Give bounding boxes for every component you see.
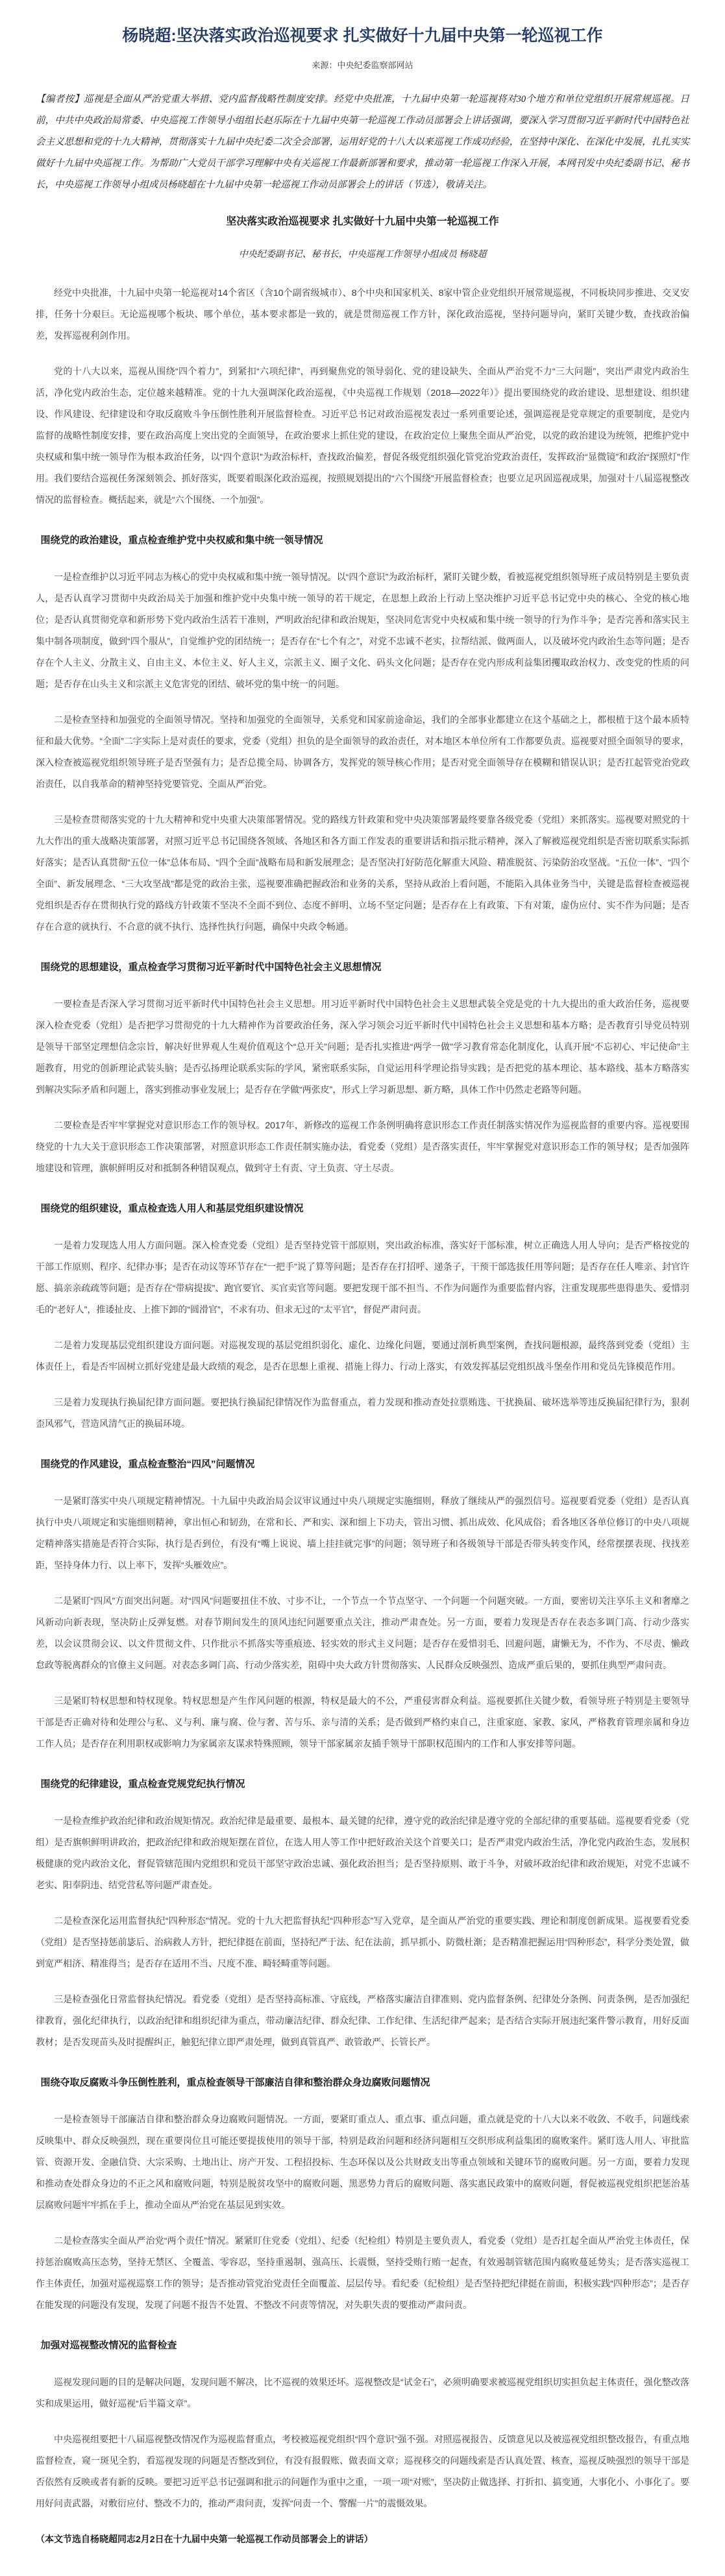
paragraph: 一要检查是否深入学习贯彻习近平新时代中国特色社会主义思想。用习近平新时代中国特色社会主义思想武装全党是党的十九大提出的重大政治任务，巡视要深入检查党委（党组）是否把学习贯彻党的十九大精神作为首要政治任务，深入学习领会习近平新时代中国特色社会主义思想和基本方略；是否教育引导党员特别是领导干部坚定理想信念宗旨，解决好世界观人生观价值观这个“总开关”问题；是否扎实推进“两学一做”学习教育常态化制度化，认真开展“不忘初心、牢记使命”主题教育，用党的创新理论武装头脑；是否弘扬理论联系实际的学风，紧密联系实际，自觉运用科学理论指导实践；是否把党的基本理论、基本路线、基本方略落实到解决实际矛盾和问题上，落实到推动事业发展上；是否存在学做“两张皮”，形式上学习新思想、新方略，具体工作中仍然走老路等问题。	[36, 999, 689, 1095]
paragraph: 中央巡视组要把十八届巡视整改情况作为巡视监督重点，考校被巡视党组织“四个意识”强不强。对照巡视报告、反馈意见以及被巡视党组织整改报告，有重点地监督检查，窥一斑见全豹，看巡视发现的问题是否整改到位，有没有报假账、做表面文章；巡视移交的问题线索是否认真处置、核查，巡视反映强烈的领导干部是否依然有反映或者有新的反映。要把习近平总书记强调和批示的问题作为重中之重，一项一项“对账”，坚决防止做选择、打折扣、搞变通，大事化小、小事化了。要用好问责武器，对敷衍应付、整改不力的，推动严肃问责，发挥“问责一个、警醒一片”的震慑效果。	[36, 2434, 689, 2509]
paragraph: 二是检查落实全面从严治党“两个责任”情况。紧紧盯住党委（党组）、纪委（纪检组）特别是主要负责人，看党委（党组）是否扛起全面从严治党主体责任，保持惩治腐败高压态势，坚持无禁区、全覆盖、零容忍，坚持重遏制、强高压、长震慑，坚持受贿行贿一起查，有效遏制管辖范围内腐败蔓延势头；是否落实巡视工作主体责任，加强对巡视巡察工作的领导；是否推动管党治党责任全面覆盖、层层传导。看纪委（纪检组）是否坚持把纪律挺在前面，积极实践“四种形态”；是否存在能发现的问题没有发现，发现了问题不报告不处置、不整改不问责等情况，对失职失责的要推动严肃问责。	[36, 2235, 689, 2310]
paragraph: 三是检查贯彻落实党的十九大精神和党中央重大决策部署情况。党的路线方针政策和党中央决策部署最终要靠各级党委（党组）来抓落实。巡视要对照党的十九大作出的重大战略决策部署，对照习近平总书记围绕各领域、各地区和各方面工作发表的重要讲话和指示批示精神，深入了解被巡视党组织是否密切联系实际抓好落实；是否认真贯彻“五位一体”总体布局、“四个全面”战略布局和新发展理念；是否坚决打好防范化解重大风险、精准脱贫、污染防治攻坚战。“五位一体”、“四个全面”、新发展理念、“三大攻坚战”都是党的政治主张，巡视要准确把握政治和业务的关系，坚持从政治上看问题，不能陷入具体业务当中，关键是监督检查被巡视党组织是否存在贯彻执行党的路线方针政策不坚决不全面不到位、态度不鲜明、立场不坚定问题；是否存在上有政策、下有对策，虚伪应付、实不作为问题；是否存在合意的就执行、不合意的就不执行、选择性执行问题，确保中央政令畅通。	[36, 814, 689, 932]
paragraph: 二是检查坚持和加强党的全面领导情况。坚持和加强党的全面领导，关系党和国家前途命运，我们的全部事业都建立在这个基础之上，都根植于这个最本质特征和最大优势。“全面”二字实际上是对责任的要求，党委（党组）担负的是全面领导的政治责任，对本地区本单位所有工作都要负责。巡视要对照全面领导的要求，深入检查被巡视党组织领导班子是否坚强有力；是否总揽全局、协调各方，发挥党的领导核心作用；是否对党全面领导存在模糊和错误认识；是否扛起管党治党政治责任，以自我革命的精神坚持党要管党、全面从严治党。	[36, 714, 689, 789]
paragraph: 党的十八大以来，巡视从围绕“四个着力”，到紧扣“六项纪律”，再到聚焦党的领导弱化、党的建设缺失、全面从严治党不力“三大问题”，突出严肃党内政治生活，净化党内政治生态，定位越来越精准。党的十九大强调深化政治巡视，《中央巡视工作规划（2018—2022年）》提出要围绕党的政治建设、思想建设、组织建设、作风建设、纪律建设和夺取反腐败斗争压倒性胜利开展监督检查。习近平总书记对政治巡视发表过一系列重要论述，强调巡视是党章规定的重要制度，是党内监督的战略性制度安排，要在政治高度上突出党的全面领导，在政治要求上抓住党的建设，在政治定位上聚焦全面从严治党，以党的政治建设为统领，把维护党中央权威和集中统一领导作为根本政治任务，以“四个意识”为政治标杆，查找政治偏差，督促各级党组织强化管党治党政治责任，发挥政治“显微镜”和政治“探照灯”作用。我们要结合巡视任务深刻领会、抓好落实，既要着眼深化政治巡视，按照规划提出的“六个围绕”开展监督检查；也要立足巩固巡视成果，加强对十八届巡视整改情况的监督检查。概括起来，就是“六个围绕、一个加强”。	[36, 366, 689, 505]
paragraph: 三是着力发现执行换届纪律方面问题。要把执行换届纪律情况作为监督重点，着力发现和推动查处拉票贿选、干扰换届、破坏选举等违反换届纪律行为，狠刹歪风邪气，营造风清气正的换届环境。	[36, 1397, 689, 1429]
byline: 中央纪委副书记、秘书长，中央巡视工作领导小组成员 杨晓超	[238, 250, 487, 260]
paragraph: 二是紧盯“四风”方面突出问题。对“四风”问题要扭住不放、寸步不让，一个节点一个节点坚守、一个问题一个问题突破。一方面，要密切关注享乐主义和奢靡之风新动向新表现，坚决防止反弹复燃。对春节期间发生的顶风违纪问题要重点关注，推动严肃查处。另一方面，要着力发现是否存在表态多调门高、行动少落实差，以会议贯彻会议、以文件贯彻文件、只作批示不抓落实等重痕迹、轻实效的形式主义问题；是否存在爱惜羽毛、回避问题，庸懒无为，不作为、不尽责、懒政怠政等脱离群众的官僚主义问题。对表态多调门高、行动少落实差，阻碍中央大政方针贯彻落实、人民群众反映强烈、造成严重后果的，要抓住典型严肃问责。	[36, 1596, 689, 1670]
section-heading: 围绕党的作风建设，重点检查整治“四风”问题情况	[40, 1459, 255, 1470]
page-title: 杨晓超:坚决落实政治巡视要求 扎实做好十九届中央第一轮巡视工作	[122, 27, 603, 45]
section-heading: 围绕党的思想建设，重点检查学习贯彻习近平新时代中国特色社会主义思想情况	[40, 962, 382, 973]
section-heading: 加强对巡视整改情况的监督检查	[40, 2340, 177, 2351]
paragraph: 一是检查领导干部廉洁自律和整治群众身边腐败问题情况。一方面，要紧盯重点人、重点事、重点问题，重点就是党的十八大以来不收敛、不收手，问题线索反映集中、群众反映强烈，现在重要岗位且可能还要提拔使用的领导干部，特别是政治问题和经济问题相互交织形成利益集团的腐败案件。紧盯选人用人、审批监管、资源开发、金融信贷、大宗采购、土地出让、房产开发、工程招投标、生态环保以及公共财政支出等重点领域和关键环节的腐败问题。另一方面，要着力发现和推动查处群众身边的不正之风和腐败问题，特别是脱贫攻坚中的腐败问题、黑恶势力背后的腐败问题、落实惠民政策中的腐败问题，督促被巡视党组织把惩治基层腐败问题牢牢抓在手上，推动全面从严治党在基层见到实效。	[36, 2114, 689, 2210]
article-body	[36, 282, 689, 2514]
paragraph: 二是着力发现基层党组织建设方面问题。对巡视发现的基层党组织弱化、虚化、边缘化问题，要通过剖析典型案例，查找问题根源，最终落到党委（党组）主体责任上，看是否牢固树立抓好党建是最大政绩的观念，是否在思想上重视、措施上得力、行动上落实，有效发挥基层党组织战斗堡垒作用和党员先锋模范作用。	[36, 1340, 689, 1372]
inner-title: 坚决落实政治巡视要求 扎实做好十九届中央第一轮巡视工作	[226, 216, 499, 227]
section-heading: 围绕党的纪律建设，重点检查党规党纪执行情况	[40, 1779, 245, 1790]
paragraph: 经党中央批准，十九届中央第一轮巡视对14个省区（含10个副省级城市）、8个中央和国家机关、8家中管企业党组织开展常规巡视，不同板块同步推进、交叉安排，任务十分艰巨。无论巡视哪个板块、哪个单位，基本要求都是一致的，就是贯彻巡视工作方针，深化政治巡视，坚持问题导向，紧盯关键少数，查找政治偏差，发挥巡视利剑作用。	[36, 287, 689, 341]
paragraph: 二要检查是否牢牢掌握党对意识形态工作的领导权。2017年，新修改的巡视工作条例明确将意识形态工作责任制落实情况作为巡视监督的重要内容。巡视要围绕党的十九大关于意识形态工作决策部署，对照意识形态工作责任制实施办法，看党委（党组）是否落实责任，牢牢掌握党对意识形态工作的领导权；是否加强阵地建设和管理，旗帜鲜明反对和抵制各种错误观点，做到守土有责、守土负责、守土尽责。	[36, 1120, 689, 1173]
article-footer: （本文节选自杨晓超同志2月2日在十九届中央第一轮巡视工作动员部署会上的讲话）	[36, 2534, 373, 2544]
section-heading: 围绕党的政治建设，重点检查维护党中央权威和集中统一领导情况	[40, 535, 323, 546]
article-source: 来源：中央纪委监察部网站	[312, 60, 413, 70]
paragraph: 一是检查维护以习近平同志为核心的党中央权威和集中统一领导情况。以“四个意识”为政治标杆，紧盯关键少数，看被巡视党组织领导班子成员特别是主要负责人，是否认真学习贯彻中央政治局关于加强和维护党中央集中统一领导的若干规定，在思想上政治上行动上坚决维护习近平总书记党中央的核心、全党的核心地位；是否认真贯彻党章和新形势下党内政治生活若干准则，严明政治纪律和政治规矩，坚决同危害党中央权威和集中统一领导的行为作斗争；是否完善和落实民主集中制各项制度，做到“四个服从”，自觉维护党的团结统一；是否存在“七个有之”，对党不忠诚不老实，拉帮结派、做两面人，以及破坏党内政治生态等问题；是否存在个人主义、分散主义、自由主义、本位主义、好人主义，宗派主义、圈子文化、码头文化问题；是否存在党内形成利益集团攫取政治权力、改变党的性质的问题；是否存在山头主义和宗派主义危害党的团结、破坏党的集中统一的问题。	[36, 572, 689, 689]
paragraph: 一是紧盯落实中央八项规定精神情况。十九届中央政治局会议审议通过中央八项规定实施细则，释放了继续从严的强烈信号。巡视要看党委（党组）是否认真执行中央八项规定和实施细则精神，拿出恒心和韧劲，在常和长、严和实、深和细上下功夫，管出习惯、抓出成效、化风成俗；看各地区各单位修订的中央八项规定精神落实措施是否符合实际，执行是否到位，有没有“嘴上说说、墙上挂挂就完事”的问题；领导班子和各级领导干部是否带头转变作风，经常摆摆表现、找找差距，坚持身体力行、以上率下，发挥“头雁效应”。	[36, 1496, 689, 1570]
paragraph: 三是紧盯特权思想和特权现象。特权思想是产生作风问题的根源，特权是最大的不公，严重侵害群众利益。巡视要抓住关键少数，看领导班子特别是主要领导干部是否正确对待和处理公与私、义与利、廉与腐、俭与奢、苦与乐、亲与清的关系；是否做到严格约束自己，注重家庭、家教、家风，严格教育管理亲属和身边工作人员；是否存在利用职权或影响力为家属亲友谋求特殊照顾，领导干部家属亲友插手领导干部职权范围内的工作和人事安排等问题。	[36, 1695, 689, 1749]
section-heading: 围绕党的组织建设，重点检查选人用人和基层党组织建设情况	[40, 1203, 304, 1214]
editor-note: 【编者按】巡视是全面从严治党重大举措、党内监督战略性制度安排。经党中央批准，十九届中央第一轮巡视将对30个地方和单位党组织开展常规巡视。日前，中共中央政治局常委、中央巡视工作领导小组组长赵乐际在十九届中央第一轮巡视工作动员部署会上讲话强调，要深入学习贯彻习近平新时代中国特色社会主义思想和党的十九大精神，贯彻落实十九届中央纪委二次全会部署，运用好党的十八大以来巡视工作成功经验，在坚持中深化、在深化中发展，扎扎实实做好十九届中央巡视工作。为帮助广大党员干部学习理解中央有关巡视工作最新部署和要求，推动第一轮巡视工作深入开展，本网刊发中央纪委副书记、秘书长，中央巡视工作领导小组成员杨晓超在十九届中央第一轮巡视工作动员部署会上的讲话（节选），敬请关注。	[36, 94, 689, 190]
paragraph: 一是着力发现选人用人方面问题。深入检查党委（党组）是否坚持党管干部原则，突出政治标准，落实好干部标准，树立正确选人用人导向；是否严格按党的干部工作原则、程序、纪律办事；是否在动议等环节存在“一把手”说了算等问题；是否存在打招呼、递条子，干预干部选拔任用等问题；是否存在任人唯亲、封官许愿、搞亲亲疏疏等问题；是否存在“带病提拔”、跑官要官、买官卖官等问题。要把发现干部不担当、不作为问题作为重要监督内容，注重发现那些患得患失、爱惜羽毛的“老好人”，推诿扯皮、上推下卸的“圆滑官”，不求有功、但求无过的“太平官”，督促严肃问责。	[36, 1240, 689, 1315]
paragraph: 二是检查深化运用监督执纪“四种形态”情况。党的十九大把监督执纪“四种形态”写入党章，是全面从严治党的重要实践、理论和制度创新成果。巡视要看党委（党组）是否坚持惩前毖后、治病救人方针，把纪律挺在前面，坚持纪严于法、纪在法前，抓早抓小、防微杜渐；是否精准把握运用“四种形态”，科学分类处置，做到宽严相济、精准得当；是否存在适用不当、尺度不准、畸轻畸重等问题。	[36, 1915, 689, 1969]
paragraph: 一是检查维护政治纪律和政治规矩情况。政治纪律是最重要、最根本、最关键的纪律，遵守党的政治纪律是遵守党的全部纪律的重要基础。巡视要看党委（党组）是否旗帜鲜明讲政治，把政治纪律和政治规矩摆在首位，在选人用人等工作中把好政治关这个首要关口；是否严肃党内政治生活，净化党内政治生态，发展积极健康的党内政治文化，督促管辖范围内党组织和党员干部坚守政治忠诚、强化政治担当；是否坚持原则、敢于斗争，对破坏政治纪律和政治规矩，对党不忠诚不老实、阳奉阴违、结党营私等问题严肃查处。	[36, 1816, 689, 1890]
paragraph: 巡视发现问题的目的是解决问题，发现问题不解决，比不巡视的效果还坏。巡视整改是“试金石”，必须明确要求被巡视党组织切实担负起主体责任，强化整改落实和成果运用，做好巡视“后半篇文章”。	[36, 2377, 689, 2409]
paragraph: 三是检查强化日常监督执纪情况。看党委（党组）是否坚持高标准、守底线，严格落实廉洁自律准则、党内监督条例、纪律处分条例、问责条例，是否加强纪律教育，强化纪律执行，以政治纪律和组织纪律为重点，带动廉洁纪律、群众纪律、工作纪律、生活纪律严起来；是否结合实际开展违纪案件警示教育，用好反面教材；是否发现苗头及时提醒纠正，触犯纪律立即严肃处理，做到真管真严、敢管敢严、长管长严。	[36, 1994, 689, 2047]
section-heading: 围绕夺取反腐败斗争压倒性胜利，重点检查领导干部廉洁自律和整治群众身边腐败问题情况	[40, 2077, 430, 2088]
